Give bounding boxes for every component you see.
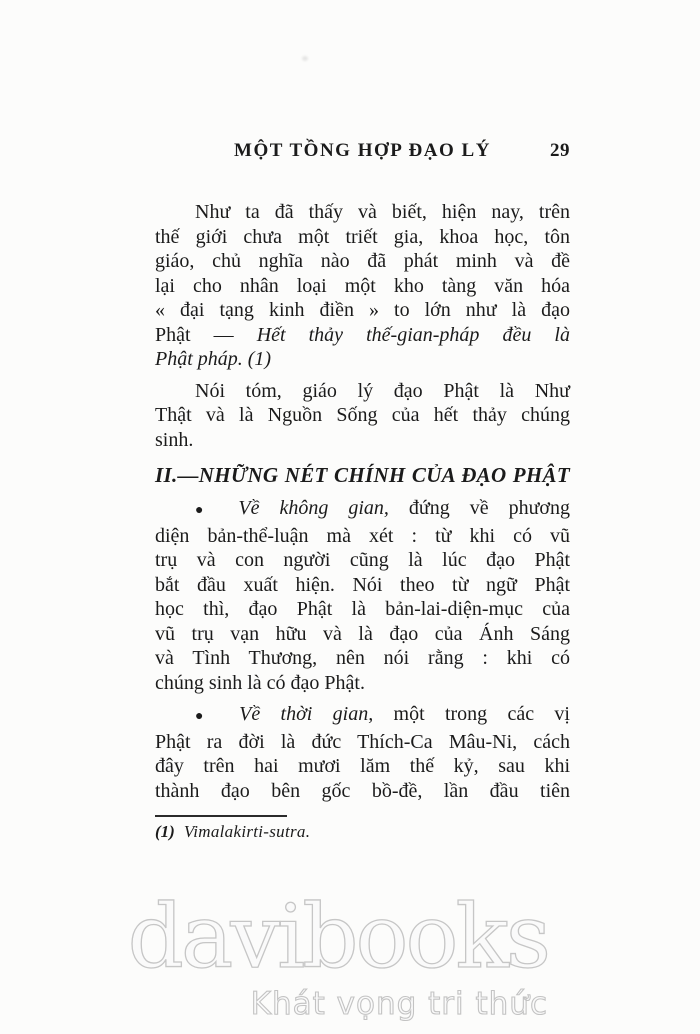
text-line: vũ trụ vạn hữu và là đạo của Ánh Sáng: [155, 622, 570, 645]
text-line: lại cho nhân loại một kho tàng văn hóa: [155, 274, 570, 297]
paragraph: [155, 200, 570, 372]
text-line: và Tình Thương, nên nói rằng : khi có: [155, 647, 570, 669]
text-line: Thật và là Nguồn Sống của hết thảy chúng: [155, 404, 570, 426]
footnote-body: Vimalakirti-sutra.: [183, 822, 311, 841]
bullet-icon: ●: [195, 503, 219, 518]
paragraph: [155, 702, 570, 803]
bullet-icon: ●: [195, 709, 219, 724]
page-number: 29: [550, 140, 570, 161]
text-line: « đại tạng kinh điền » to lớn như là đạo: [155, 299, 570, 321]
text-line: Như ta đã thấy và biết, hiện nay, trên: [195, 201, 570, 223]
text-line: Phật pháp. (1): [155, 348, 272, 370]
footnote-marker: (1): [155, 822, 175, 841]
text-line: ● Về thời gian, một trong các vị: [195, 703, 570, 725]
text-line: thành đạo bên gốc bồ-đề, lần đầu tiên: [155, 779, 570, 802]
text-line: ● Về không gian, đứng về phương: [195, 497, 570, 519]
watermark-logo: davibooks: [127, 885, 548, 988]
text-line: Phật — Hết thảy thế-gian-pháp đều là: [155, 323, 570, 346]
text-line: giáo, chủ nghĩa nào đã phát minh và đề: [155, 250, 570, 272]
text-line: sinh.: [155, 428, 194, 451]
footnote-rule: [155, 815, 287, 817]
footnote-text: [155, 822, 570, 842]
footnote: [155, 815, 570, 842]
text-line: chúng sinh là có đạo Phật.: [155, 671, 365, 694]
text-line: diện bản-thể-luận mà xét : từ khi có vũ: [155, 524, 570, 547]
body-text: [155, 200, 570, 803]
section-heading: II.—NHỮNG NÉT CHÍNH CỦA ĐẠO PHẬT: [155, 463, 570, 487]
chapter-title: MỘT TỒNG HỢP ĐẠO LÝ: [234, 140, 491, 161]
text-line: thế giới chưa một triết gia, khoa học, tôn: [155, 225, 570, 248]
paragraph: [155, 496, 570, 695]
page-content: [155, 140, 570, 842]
watermark: [127, 885, 548, 1022]
text-line: học thì, đạo Phật là bản-lai-diện-mục của: [155, 598, 570, 620]
text-line: bắt đầu xuất hiện. Nói theo từ ngữ Phật: [155, 573, 570, 596]
paragraph: [155, 379, 570, 453]
text-line: đây trên hai mươi lăm thế kỷ, sau khi: [155, 755, 570, 777]
text-line: trụ và con người cũng là lúc đạo Phật: [155, 549, 570, 571]
running-header: [155, 140, 570, 164]
scan-speck: [302, 56, 308, 61]
watermark-slogan: Khát vọng tri thức: [250, 986, 548, 1022]
text-line: Phật ra đời là đức Thích-Ca Mâu-Ni, cách: [155, 730, 570, 753]
text-line: Nói tóm, giáo lý đạo Phật là Như: [195, 379, 570, 402]
